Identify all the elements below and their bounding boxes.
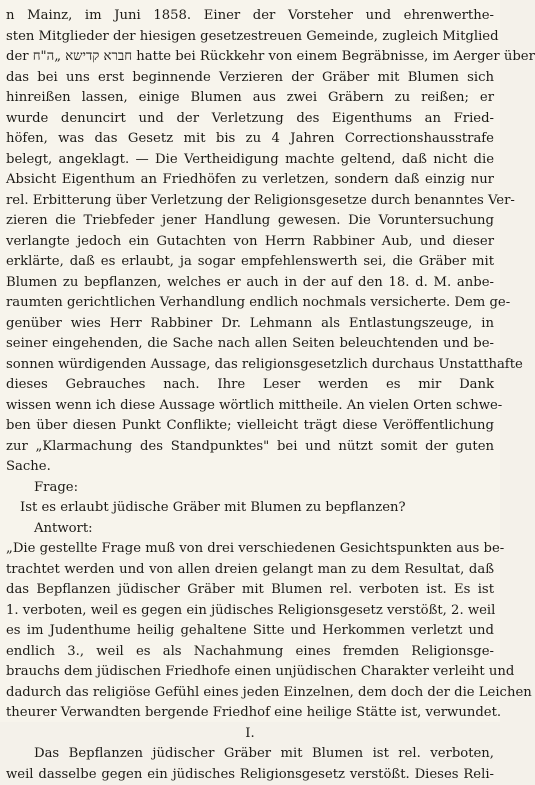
text-line: sonnen würdigenden Aussage, das religionsgesetzlich durchaus Unstatthafte [6,355,494,376]
frage-text: Ist es erlaubt jüdische Gräber mit Blumen zu bepflanzen? [6,498,494,519]
text-line: Absicht Eigenthum an Friedhöfen zu verletzen, sondern daß einzig nur [6,170,494,191]
text-line: erklärte, daß es erlaubt, ja sogar empfehlenswerth sei, die Gräber mit [6,252,494,273]
text-line: es im Judenthume heilig gehaltene Sitte und Herkommen verletzt und [6,621,494,642]
answer-paragraph [6,539,494,724]
text-line: wurde denuncirt und der Verletzung des Eigenthums an Fried- [6,109,494,130]
text-line: trachtet werden und von allen dreien gelangt man zu dem Resultat, daß [6,560,494,581]
text-line: theurer Verwandten bergende Friedhof eine heilige Stätte ist, verwundet. [6,703,494,724]
text-line: zieren die Triebfeder jener Handlung gewesen. Die Voruntersuchung [6,211,494,232]
text-line: rel. Erbitterung über Verletzung der Religionsgesetze durch benanntes Ver- [6,191,494,212]
text-line: dadurch das religiöse Gefühl eines jeden Einzelnen, dem doch der die Leichen [6,683,494,704]
text-line: 1. verboten, weil es gegen ein jüdisches Religionsgesetz verstößt, 2. weil [6,601,494,622]
frage-label: Frage: [6,478,494,499]
text-line: genüber wies Herr Rabbiner Dr. Lehmann als Entlastungszeuge, in [6,314,494,335]
report-paragraph [6,6,494,478]
text-line: der חברא קדישא „ה"ח hatte bei Rückkehr von einem Begräbnisse, im Aerger über [6,47,494,68]
text-line: verlangte jedoch ein Gutachten von Herrn Rabbiner Aub, und dieser [6,232,494,253]
text-line: das bei uns erst beginnende Verzieren der Gräber mit Blumen sich [6,68,494,89]
text-line: endlich 3., weil es als Nachahmung eines fremden Religionsge- [6,642,494,663]
text-line: „Die gestellte Frage muß von drei verschiedenen Gesichtspunkten aus be- [6,539,494,560]
text-line: ben über diesen Punkt Conflikte; vielleicht trägt diese Veröffentlichung [6,416,494,437]
text-line: hinreißen lassen, einige Blumen aus zwei Gräbern zu reißen; er [6,88,494,109]
section-numeral: I. [6,724,494,745]
text-line: Sache. [6,457,494,478]
section-paragraph [6,744,494,785]
article-body [6,6,494,785]
text-line: Das Bepflanzen jüdischer Gräber mit Blumen ist rel. verboten, [6,744,494,765]
text-line: raumten gerichtlichen Verhandlung endlich nochmals versicherte. Dem ge- [6,293,494,314]
text-line: sten Mitglieder der hiesigen gesetzestreuen Gemeinde, zugleich Mitglied [6,27,494,48]
antwort-label: Antwort: [6,519,494,540]
text-line: belegt, angeklagt. — Die Vertheidigung machte geltend, daß nicht die [6,150,494,171]
text-line: Blumen zu bepflanzen, welches er auch in der auf den 18. d. M. anbe- [6,273,494,294]
text-line: dieses Gebrauches nach. Ihre Leser werden es mir Dank [6,375,494,396]
text-line: zur „Klarmachung des Standpunktes" bei und nützt somit der guten [6,437,494,458]
text-line: weil dasselbe gegen ein jüdisches Religionsgesetz verstößt. Dieses Reli- [6,765,494,785]
text-line: das Bepflanzen jüdischer Gräber mit Blumen rel. verboten ist. Es ist [6,580,494,601]
text-line: höfen, was das Gesetz mit bis zu 4 Jahren Correctionshausstrafe [6,129,494,150]
text-line: brauchs dem jüdischen Friedhofe einen unjüdischen Charakter verleiht und [6,662,494,683]
text-line: seiner eingehenden, die Sache nach allen Seiten beleuchtenden und be- [6,334,494,355]
text-line: n Mainz, im Juni 1858. Einer der Vorsteher und ehrenwerthe- [6,6,494,27]
text-line: wissen wenn ich diese Aussage wörtlich mittheile. An vielen Orten schwe- [6,396,494,417]
